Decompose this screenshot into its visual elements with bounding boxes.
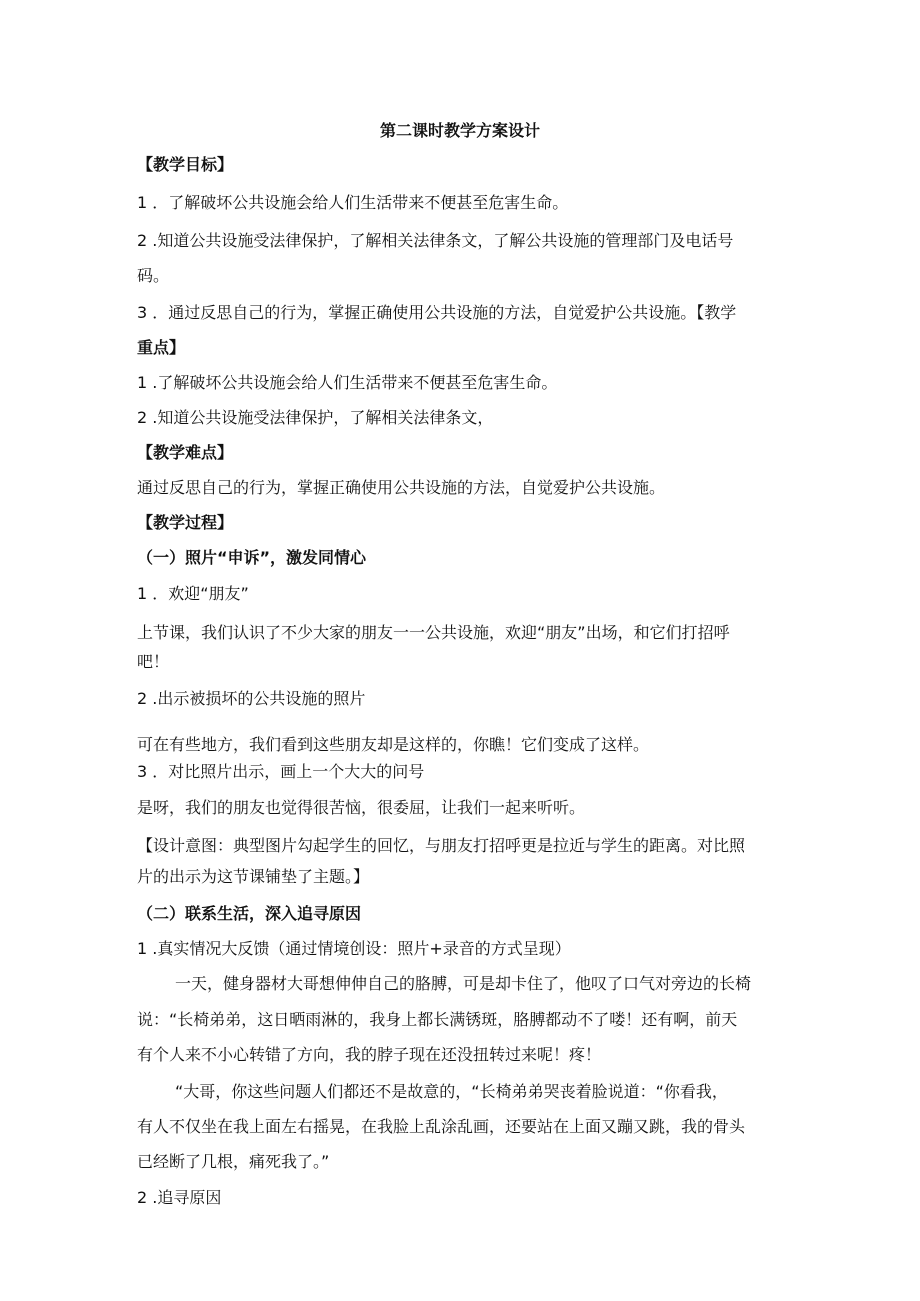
story-paragraph-1-cont-2: 有个人来不小心转错了方向，我的脖子现在还没扭转过来呢！疼！ — [137, 1045, 602, 1064]
step-1-feedback: 1 .真实情况大反馈（通过情境创设：照片+录音的方式呈现） — [137, 939, 571, 958]
section-one-heading: （一）照片“申诉”，激发同情心 — [137, 548, 367, 567]
goal-line-2-cont: 码。 — [137, 266, 170, 285]
key-point-1: 1 .了解破坏公共设施会给人们生活带来不便甚至危害生命。 — [137, 373, 558, 392]
design-intent-cont: 片的出示为这节课铺垫了主题。】 — [137, 867, 370, 886]
document-title: 第二课时教学方案设计 — [379, 121, 540, 140]
paragraph-photos: 可在有些地方，我们看到这些朋友却是这样的，你瞧！它们变成了这样。 — [137, 735, 650, 754]
step-2-causes: 2 .追寻原因 — [137, 1188, 222, 1207]
paragraph-listen: 是呀，我们的朋友也觉得很苦恼，很委屈，让我们一起来听听。 — [137, 798, 586, 817]
step-1-welcome: 1 ．欢迎“朋友” — [137, 584, 249, 603]
story-paragraph-2: “大哥，你这些问题人们都还不是故意的，“长椅弟弟哭丧着脸说道：“你看我， — [175, 1082, 728, 1101]
heading-teaching-goals: 【教学目标】 — [137, 155, 234, 174]
difficulty-line: 通过反思自己的行为，掌握正确使用公共设施的方法，自觉爱护公共设施。 — [137, 478, 666, 497]
paragraph-intro-cont: 吧！ — [137, 652, 170, 671]
paragraph-intro: 上节课，我们认识了不少大家的朋友一一公共设施，欢迎“朋友”出场，和它们打招呼 — [137, 623, 730, 642]
story-paragraph-1: 一天，健身器材大哥想伸伸自己的胳膊，可是却卡住了，他叹了口气对旁边的长椅 — [175, 974, 752, 993]
goal-line-2: 2 .知道公共设施受法律保护，了解相关法律条文，了解公共设施的管理部门及电话号 — [137, 231, 734, 250]
goal-line-1: 1 ．了解破坏公共设施会给人们生活带来不便甚至危害生命。 — [137, 193, 569, 212]
story-paragraph-1-cont-1: 说：“长椅弟弟，这日晒雨淋的，我身上都长满锈斑，胳膊都动不了喽！还有啊，前天 — [137, 1010, 738, 1029]
step-3-compare: 3 ．对比照片出示，画上一个大大的问号 — [137, 762, 425, 781]
section-two-heading: （二）联系生活，深入追寻原因 — [137, 904, 362, 923]
goal-line-3: 3 ．通过反思自己的行为，掌握正确使用公共设施的方法，自觉爱护公共设施。【教学 — [137, 303, 737, 322]
heading-process: 【教学过程】 — [137, 513, 234, 532]
step-2-photos: 2 .出示被损坏的公共设施的照片 — [137, 689, 366, 708]
key-point-2: 2 .知道公共设施受法律保护，了解相关法律条文， — [137, 408, 494, 427]
heading-key-points: 重点】 — [137, 338, 186, 357]
heading-difficulties: 【教学难点】 — [137, 443, 234, 462]
story-paragraph-2-cont-2: 已经断了几根，痛死我了。” — [137, 1152, 330, 1171]
story-paragraph-2-cont-1: 有人不仅坐在我上面左右摇晃，在我脸上乱涂乱画，还要站在上面又蹦又跳，我的骨头 — [137, 1117, 746, 1136]
design-intent: 【设计意图：典型图片勾起学生的回忆，与朋友打招呼更是拉近与学生的距离。对比照 — [137, 836, 746, 855]
